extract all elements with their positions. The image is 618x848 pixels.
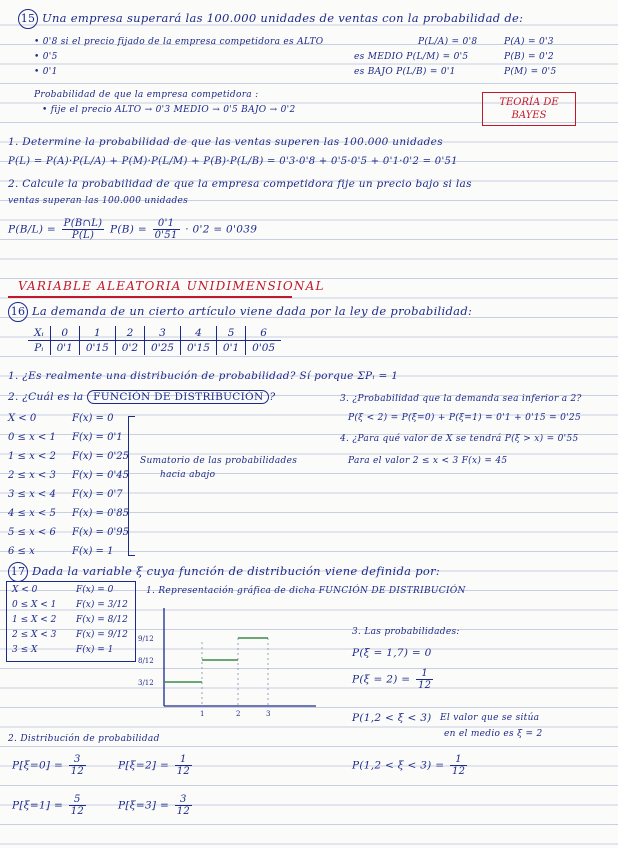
list-item: X < 0 F(x) = 0 [12, 584, 114, 595]
ex17-d1: P[ξ=1] = $\frac{5}{12}$ [12, 794, 85, 817]
sum-note-line1: Sumatorio de las probabilidades [140, 456, 298, 466]
list-item: 2 ≤ x < 3 F(x) = 0'45 [8, 470, 129, 481]
graph-ylabel-8-12: 8/12 [138, 657, 154, 665]
ex17-d3: P[ξ=3] = $\frac{3}{12}$ [118, 794, 191, 817]
ex15-q1-calc: P(L) = P(A)·P(L/A) + P(M)·P(L/M) + P(B)·P(L/B) = 0'3·0'8 + 0'5·0'5 + 0'1·0'2 = 0'51 [8, 156, 458, 167]
graph-xlabel-1: 1 [200, 710, 205, 718]
list-item: 0 ≤ X < 1 F(x) = 3/12 [12, 599, 128, 610]
ex15-q2-fraction-1: $\frac{P(B\cap L)}{P(L)}$ [63, 218, 103, 241]
list-item: X < 0 F(x) = 0 [8, 413, 114, 424]
ex15-prior-m: P(M) = 0'5 [504, 67, 557, 77]
ex15-bullet-3: • 0'1 [34, 67, 58, 77]
ex15-q1: 1. Determine la probabilidad de que las ventas superen las 100.000 unidades [8, 136, 443, 148]
bracket [128, 416, 135, 556]
list-item: 5 ≤ x < 6 F(x) = 0'95 [8, 527, 129, 538]
ex17-d0-fraction: $\frac{3}{12}$ [70, 754, 85, 777]
graph-xlabel-3: 3 [266, 710, 271, 718]
ex16-q3-calc: P(ξ < 2) = P(ξ=0) + P(ξ=1) = 0'1 + 0'15 = 0'25 [348, 413, 581, 423]
ex17-p3-note-2: en el medio es ξ = 2 [444, 729, 543, 739]
ex16-q4-answer: Para el valor 2 ≤ x < 3 F(x) = 45 [348, 456, 508, 466]
ex17-d1-fraction: $\frac{5}{12}$ [70, 794, 85, 817]
ex17-p3: P(1,2 < ξ < 3) [352, 712, 432, 724]
table-row-p: Pᵢ 0'1 0'15 0'2 0'25 0'15 0'1 0'05 [28, 341, 281, 356]
step-function-graph [134, 600, 324, 720]
ex17-q1: 1. Representación gráfica de dicha FUNCIÓN DE DISTRIBUCIÓN [146, 586, 466, 596]
list-item: 6 ≤ x F(x) = 1 [8, 546, 114, 557]
ex17-d3-fraction: $\frac{3}{12}$ [176, 794, 191, 817]
ex16-intro: La demanda de un cierto artículo viene dada por la ley de probabilidad: [31, 304, 473, 318]
ex16-q3: 3. ¿Probabilidad que la demanda sea inferior a 2? [340, 394, 582, 404]
ex17-p4-fraction: $\frac{1}{12}$ [451, 754, 466, 777]
ex17-d2: P[ξ=2] = $\frac{1}{12}$ [118, 754, 191, 777]
list-item: 1 ≤ x < 2 F(x) = 0'25 [8, 451, 129, 462]
ex16-probability-table [28, 326, 281, 355]
ex16-distribution-function-table [8, 409, 129, 561]
section-title: VARIABLE ALEATORIA UNIDIMENSIONAL [18, 279, 325, 293]
list-item: 3 ≤ X F(x) = 1 [12, 644, 114, 655]
graph-ylabel-9-12: 9/12 [138, 635, 154, 643]
section-title-underline [8, 296, 292, 298]
ex17-q3-title: 3. Las probabilidades: [352, 627, 460, 637]
ex17-definition-table [12, 582, 128, 657]
ex17-p4: P(1,2 < ξ < 3) = $\frac{1}{12}$ [352, 754, 466, 777]
ex17-header [8, 562, 440, 582]
ex17-q2: 2. Distribución de probabilidad [8, 734, 160, 744]
ex17-number: 17 [8, 562, 28, 582]
ex15-cond-2: es MEDIO P(L/M) = 0'5 [354, 52, 469, 62]
ex17-p3-note-1: El valor que se sitúa [440, 713, 540, 723]
ex15-header [18, 9, 523, 29]
ex15-bullet-1: • 0'8 si el precio fijado de la empresa competidora es ALTO [34, 37, 324, 47]
ex17-p2: P(ξ = 2) = $\frac{1}{12}$ [352, 668, 432, 691]
ex16-q4: 4. ¿Para qué valor de X se tendrá P(ξ > x) = 0'55 [340, 434, 579, 444]
ex17-intro: Dada la variable ξ cuya función de distribución viene definida por: [31, 564, 441, 578]
table-row-x: Xᵢ 0 1 2 3 4 5 6 [28, 326, 281, 341]
ex16-number: 16 [8, 302, 28, 322]
ex15-prior-b: P(B) = 0'2 [504, 52, 554, 62]
ex16-q1: 1. ¿Es realmente una distribución de probabilidad? Sí porque ΣPᵢ = 1 [8, 370, 399, 382]
graph-ylabel-3-12: 3/12 [138, 679, 154, 687]
ex15-comp-line: • fije el precio ALTO → 0'3 MEDIO → 0'5 BAJO → 0'2 [42, 105, 296, 115]
distribution-function-pill: FUNCIÓN DE DISTRIBUCIÓN [87, 390, 269, 404]
ex15-cond-1: P(L/A) = 0'8 [418, 37, 478, 47]
ex16-q2: 2. ¿Cuál es la FUNCIÓN DE DISTRIBUCIÓN ? [8, 391, 276, 403]
ex15-q2-fraction-2: $\frac{0'1}{0'51}$ [154, 218, 178, 241]
ex15-number: 15 [18, 9, 38, 29]
ex17-d2-fraction: $\frac{1}{12}$ [176, 754, 191, 777]
bayes-theorem-box: TEORÍA DE BAYES [482, 92, 576, 126]
ex15-prior-a: P(A) = 0'3 [504, 37, 554, 47]
list-item: 3 ≤ x < 4 F(x) = 0'7 [8, 489, 123, 500]
ex15-q2-calc: P(B/L) = $\frac{P(B\cap L)}{P(L)}$ P(B) = $\frac{0'1}{0'51}$ · 0'2 = 0'039 [8, 218, 258, 241]
list-item: 1 ≤ X < 2 F(x) = 8/12 [12, 614, 128, 625]
ex15-q2-line2: ventas superan las 100.000 unidades [8, 196, 189, 206]
list-item: 0 ≤ x < 1 F(x) = 0'1 [8, 432, 123, 443]
ex15-intro: Una empresa superará las 100.000 unidades de ventas con la probabilidad de: [41, 11, 524, 25]
list-item: 2 ≤ X < 3 F(x) = 9/12 [12, 629, 128, 640]
ex15-bullet-2: • 0'5 [34, 52, 58, 62]
ex15-comp-title: Probabilidad de que la empresa competidora : [34, 90, 259, 100]
ex17-p2-fraction: $\frac{1}{12}$ [417, 668, 432, 691]
ex15-cond-3: es BAJO P(L/B) = 0'1 [354, 67, 456, 77]
ex15-q2-line1: 2. Calcule la probabilidad de que la empresa competidora fije un precio bajo si las [8, 178, 472, 190]
list-item: 4 ≤ x < 5 F(x) = 0'85 [8, 508, 129, 519]
graph-xlabel-2: 2 [236, 710, 241, 718]
ex16-header [8, 302, 472, 322]
sum-note-line2: hacia abajo [160, 470, 216, 480]
ex17-p1: P(ξ = 1,7) = 0 [352, 647, 432, 659]
ex17-d0: P[ξ=0] = $\frac{3}{12}$ [12, 754, 85, 777]
